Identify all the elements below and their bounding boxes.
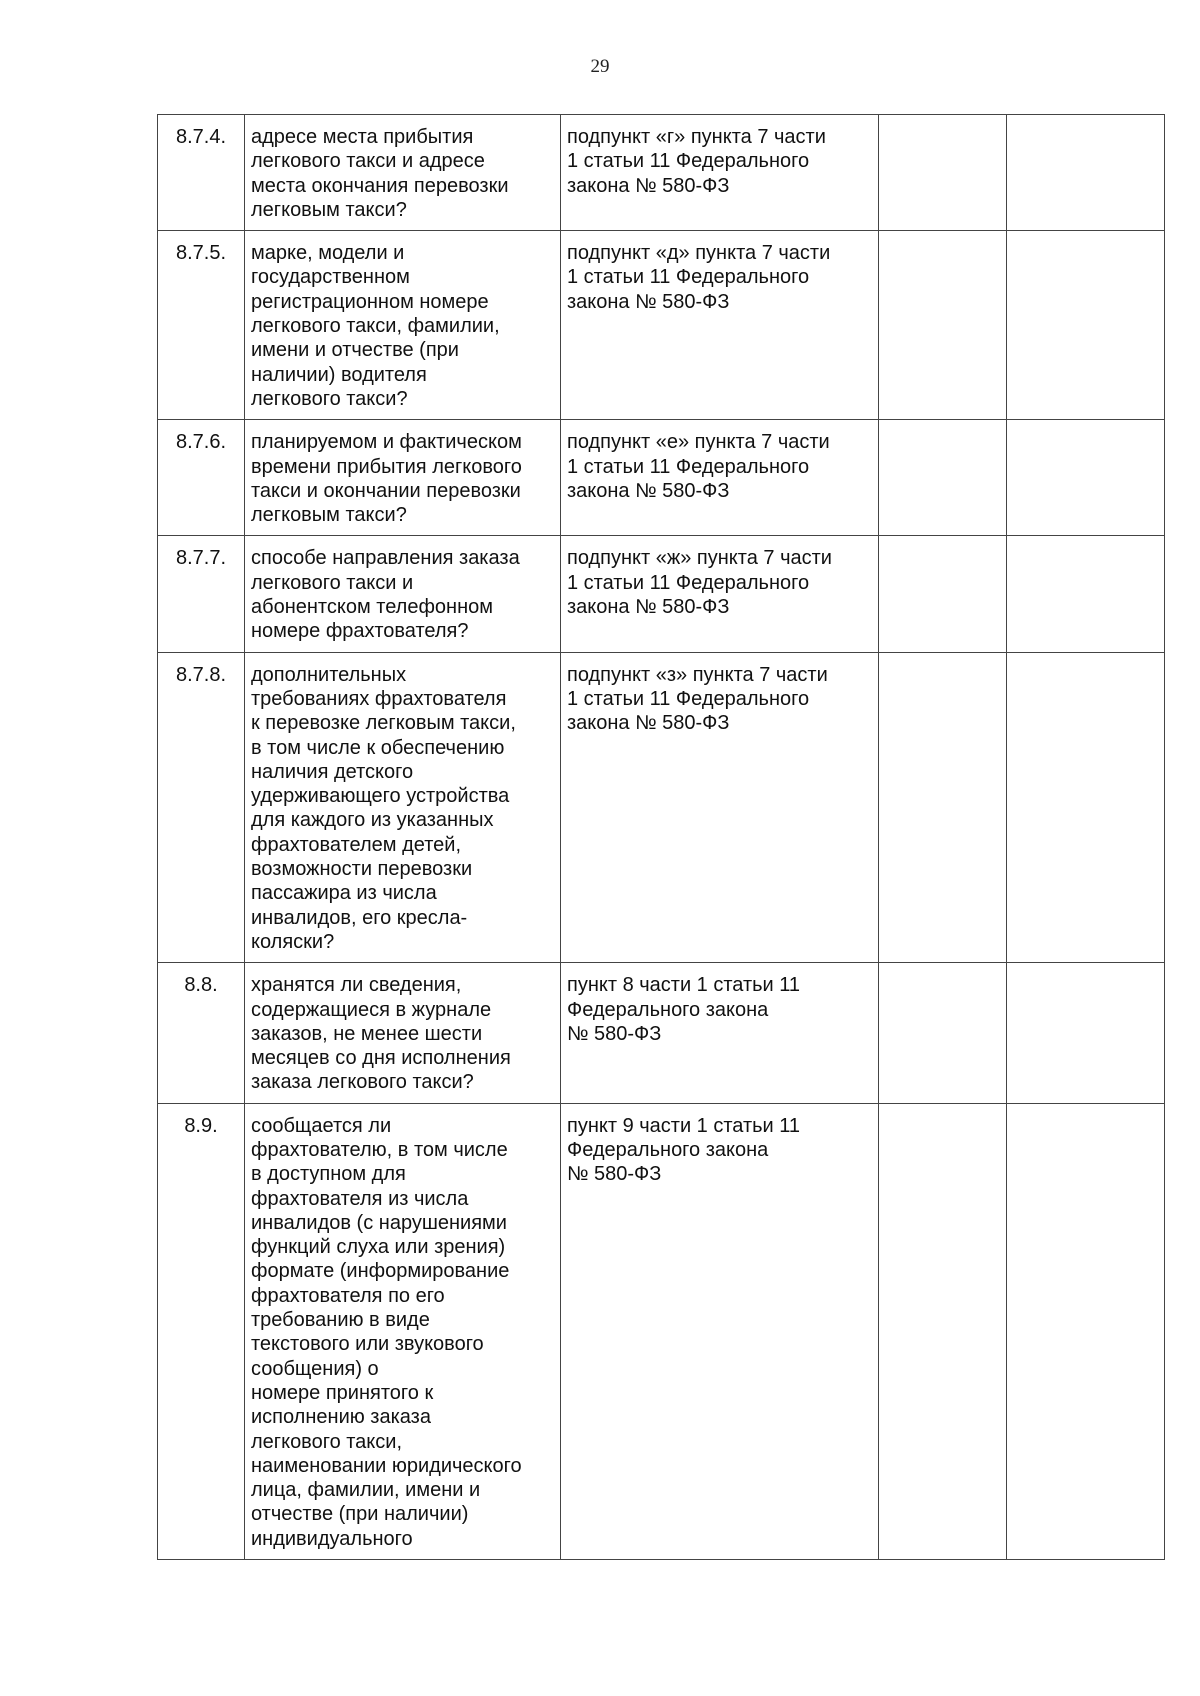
answer-cell <box>879 652 1007 963</box>
answer-cell <box>879 231 1007 420</box>
item-number: 8.9. <box>158 1103 245 1559</box>
table-row <box>158 1103 1165 1559</box>
legal-basis-cell: пункт 8 части 1 статьи 11 Федерального закона № 580-ФЗ <box>561 963 879 1103</box>
table-row <box>158 115 1165 231</box>
legal-basis-cell: пункт 9 части 1 статьи 11 Федерального закона № 580-ФЗ <box>561 1103 879 1559</box>
answer-cell <box>879 115 1007 231</box>
answer-cell <box>879 536 1007 652</box>
item-number: 8.8. <box>158 963 245 1103</box>
legal-basis-cell: подпункт «е» пункта 7 части 1 статьи 11 Федерального закона № 580-ФЗ <box>561 420 879 536</box>
question-cell: планируемом и фактическом времени прибытия легкового такси и окончании перевозки легковым такси? <box>245 420 561 536</box>
checklist-table <box>157 114 1165 1560</box>
table-row <box>158 963 1165 1103</box>
legal-basis-cell: подпункт «д» пункта 7 части 1 статьи 11 Федерального закона № 580-ФЗ <box>561 231 879 420</box>
item-number: 8.7.4. <box>158 115 245 231</box>
legal-basis-cell: подпункт «з» пункта 7 части 1 статьи 11 Федерального закона № 580-ФЗ <box>561 652 879 963</box>
legal-basis-cell: подпункт «г» пункта 7 части 1 статьи 11 Федерального закона № 580-ФЗ <box>561 115 879 231</box>
answer-cell <box>879 963 1007 1103</box>
note-cell <box>1007 652 1165 963</box>
question-cell: дополнительных требованиях фрахтователя к перевозке легковым такси, в том числе к обеспечению наличия детского удерживающего устройства для каждого из указанных фрахтователем детей, возможности перевозки пассажира из числа инвалидов, его кресла- коляски? <box>245 652 561 963</box>
question-cell: способе направления заказа легкового такси и абонентском телефонном номере фрахтователя? <box>245 536 561 652</box>
question-cell: адресе места прибытия легкового такси и адресе места окончания перевозки легковым такси? <box>245 115 561 231</box>
item-number: 8.7.6. <box>158 420 245 536</box>
note-cell <box>1007 115 1165 231</box>
question-cell: сообщается ли фрахтователю, в том числе в доступном для фрахтователя из числа инвалидов (с нарушениями функций слуха или зрения) формате (информирование фрахтователя по его требованию в виде текстового или звукового сообщения) о номере принятого к исполнению заказа легкового такси, наименовании юридического лица, фамилии, имени и отчестве (при наличии) индивидуального <box>245 1103 561 1559</box>
note-cell <box>1007 231 1165 420</box>
note-cell <box>1007 420 1165 536</box>
legal-basis-cell: подпункт «ж» пункта 7 части 1 статьи 11 Федерального закона № 580-ФЗ <box>561 536 879 652</box>
table-row <box>158 536 1165 652</box>
table-row <box>158 231 1165 420</box>
answer-cell <box>879 420 1007 536</box>
note-cell <box>1007 963 1165 1103</box>
item-number: 8.7.5. <box>158 231 245 420</box>
note-cell <box>1007 1103 1165 1559</box>
page-number: 29 <box>590 56 610 77</box>
answer-cell <box>879 1103 1007 1559</box>
note-cell <box>1007 536 1165 652</box>
question-cell: марке, модели и государственном регистрационном номере легкового такси, фамилии, имени и отчестве (при наличии) водителя легкового такси? <box>245 231 561 420</box>
item-number: 8.7.8. <box>158 652 245 963</box>
table-row <box>158 652 1165 963</box>
question-cell: хранятся ли сведения, содержащиеся в журнале заказов, не менее шести месяцев со дня исполнения заказа легкового такси? <box>245 963 561 1103</box>
table-row <box>158 420 1165 536</box>
item-number: 8.7.7. <box>158 536 245 652</box>
